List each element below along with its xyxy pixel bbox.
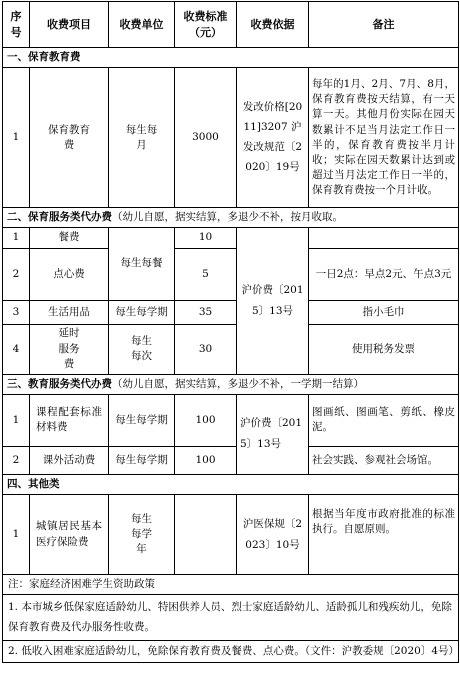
row-remark: 指小毛巾 (309, 300, 459, 324)
row-standard (175, 495, 237, 575)
row-remark: 每年的1月、2月、7月、8月，保育教育费按天结算，有一天算一天。其他月份实际在园天数累计不足当月法定工作日一半的，保育教育费按半月计收；实际在园天数累计达到或超过当月法定工作日一半的，保育教育费按一个月计收。 (309, 68, 459, 208)
section-note: （幼儿自愿，据实结算，多退少不补，按月收取。 (112, 211, 343, 224)
table-row (3, 324, 459, 374)
row-item: 生活用品 (30, 300, 109, 324)
row-standard: 3000 (175, 68, 237, 208)
section-note: （幼儿自愿，据实结算，多退少不补，一学期一结算） (112, 377, 364, 390)
row-seq: 1 (3, 394, 30, 446)
note-item: 1. 本市城乡低保家庭适龄幼儿、特困供养人员、烈士家庭适龄幼儿、适龄孤儿和残疾幼儿，免除保育教育费及代办服务性收费。 (3, 595, 459, 641)
header-remark: 备注 (309, 2, 459, 48)
table-row (3, 446, 459, 474)
row-unit: 每生每学期 (109, 394, 175, 446)
row-remark: 使用税务发票 (309, 324, 459, 374)
row-standard: 35 (175, 300, 237, 324)
row-seq: 1 (3, 228, 30, 248)
row-standard: 5 (175, 248, 237, 300)
fee-table (2, 1, 459, 663)
table-row (3, 68, 459, 208)
row-item: 餐费 (30, 228, 109, 248)
table-row (3, 495, 459, 575)
header-row (3, 2, 459, 48)
row-standard: 10 (175, 228, 237, 248)
section-title (3, 374, 459, 394)
row-unit: 每生每餐 (109, 228, 175, 300)
section-title: 一、保育教育费 (3, 48, 459, 68)
notes-title-row (3, 575, 459, 595)
row-item: 延时服务费 (30, 324, 109, 374)
section-title-text: 二、保育服务类代办费 (7, 211, 112, 224)
row-remark: 图画纸、图画笔、剪纸、橡皮泥。 (309, 394, 459, 446)
section-row (3, 208, 459, 228)
row-item: 点心费 (30, 248, 109, 300)
header-seq: 序号 (3, 2, 30, 48)
row-unit: 每生每学年 (109, 495, 175, 575)
row-basis: 发改价格[2011]3207 沪发改规范〔2020〕19号 (237, 68, 309, 208)
row-standard: 30 (175, 324, 237, 374)
notes-row (3, 641, 459, 663)
table-row (3, 300, 459, 324)
row-item: 课外活动费 (30, 446, 109, 474)
table-row (3, 248, 459, 300)
row-unit: 每生每学期 (109, 446, 175, 474)
header-standard: 收费标准（元） (175, 2, 237, 48)
row-unit: 每生每月 (109, 68, 175, 208)
section-row (3, 48, 459, 68)
row-remark (309, 228, 459, 248)
row-unit: 每生每次 (109, 324, 175, 374)
table-row (3, 228, 459, 248)
row-item: 保育教育费 (30, 68, 109, 208)
row-remark: 社会实践、参观社会场馆。 (309, 446, 459, 474)
row-seq: 4 (3, 324, 30, 374)
header-unit: 收费单位 (109, 2, 175, 48)
row-seq: 3 (3, 300, 30, 324)
row-basis: 沪价费〔2015〕13号 (237, 394, 309, 474)
row-item: 课程配套标准材料费 (30, 394, 109, 446)
row-basis: 沪医保规〔2023〕10号 (237, 495, 309, 575)
row-remark: 根据当年度市政府批准的标准执行。自愿原则。 (309, 495, 459, 575)
row-standard: 100 (175, 394, 237, 446)
row-basis: 沪价费〔2015〕13号 (237, 228, 309, 374)
row-item: 城镇居民基本医疗保险费 (30, 495, 109, 575)
table-row (3, 394, 459, 446)
row-seq: 1 (3, 68, 30, 208)
notes-row (3, 595, 459, 641)
notes-title: 注：家庭经济困难学生资助政策 (3, 575, 459, 595)
row-seq: 2 (3, 248, 30, 300)
header-basis: 收费依据 (237, 2, 309, 48)
section-title-text: 三、教育服务类代办费 (7, 377, 112, 390)
row-seq: 2 (3, 446, 30, 474)
row-standard: 100 (175, 446, 237, 474)
section-row (3, 374, 459, 394)
section-title (3, 208, 459, 228)
header-item: 收费项目 (30, 2, 109, 48)
row-unit: 每生每学期 (109, 300, 175, 324)
row-seq: 1 (3, 495, 30, 575)
section-title: 四、其他类 (3, 474, 459, 494)
note-item: 2. 低收入困难家庭适龄幼儿，免除保育教育费及餐费、点心费。（文件：沪教委规〔2020〕4号） (3, 641, 459, 663)
row-remark: 一日2点：早点2元、午点3元 (309, 248, 459, 300)
section-row (3, 474, 459, 494)
